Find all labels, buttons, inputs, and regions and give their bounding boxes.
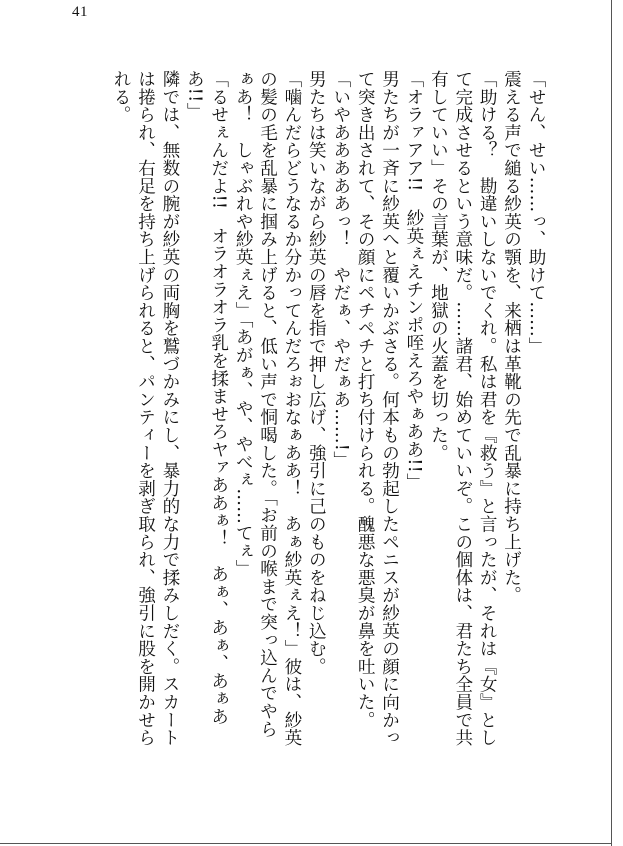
vertical-text-body [72, 70, 548, 750]
paragraph: 「せん、せい……っ、助けて……」 [526, 70, 546, 355]
page-number: 41 [72, 4, 88, 20]
paragraph: 「噛んだらどうなるか分かってんだろぉおなぁああ！ あぁ紗英ぇえ！」彼は、紗英の髪の毛を乱暴に掴み上げると、低い声で恫喝した。「お前の喉まで突っ込んでやらぁあ！ しゃぶれや紗英ぇえ」「あがぁ、や、やべぇ……てぇ」 [233, 70, 302, 747]
paragraph: 隣では、無数の腕が紗英の両胸を鷲づかみにし、暴力的な力で揉みしだく。スカートは捲られ、右足を持ち上げられると、パンティーを剥ぎ取られ、強引に股を開かせられる。 [111, 70, 180, 747]
paragraph: 「いやあああああっ！ やだぁ、やだぁあ……!」 [330, 70, 351, 469]
paragraph: 震える声で縋る紗英の顎を、来栖は革靴の先で乱暴に持ち上げた。 [501, 70, 522, 604]
paragraph: 「助ける？ 勘違いしないでくれ。私は君を『救う』と言ったが、それは『女』として完成させるという意味だ。……諸君、始めていいぞ。この個体は、君たち全員で共有していい」その言葉が、地獄の火蓋を切った。 [428, 70, 498, 747]
paragraph: 男たちが一斉に紗英へと覆いかぶさる。何本もの勃起したペニスが紗英の顔に向かって突き出されて、その顔にペチペチと打ち付けられる。醜悪な悪臭が鼻を吐いた。 [355, 70, 400, 747]
page-edge-right [611, 0, 612, 846]
paragraph: 「オラァアア!! 紗英ぇえチンポ咥えろやぁああ!!」 [403, 70, 424, 491]
paragraph: 男たちは笑いながら紗英の唇を指で押し広げ、強引に己のものをねじ込む。 [306, 70, 327, 676]
paragraph: 「るせぇんだよ!! オラオラオラ乳を揉ませろヤァああぁ！ あぁ、あぁ、あぁああ!!」 [184, 70, 229, 726]
page-edge-bottom [0, 843, 612, 844]
